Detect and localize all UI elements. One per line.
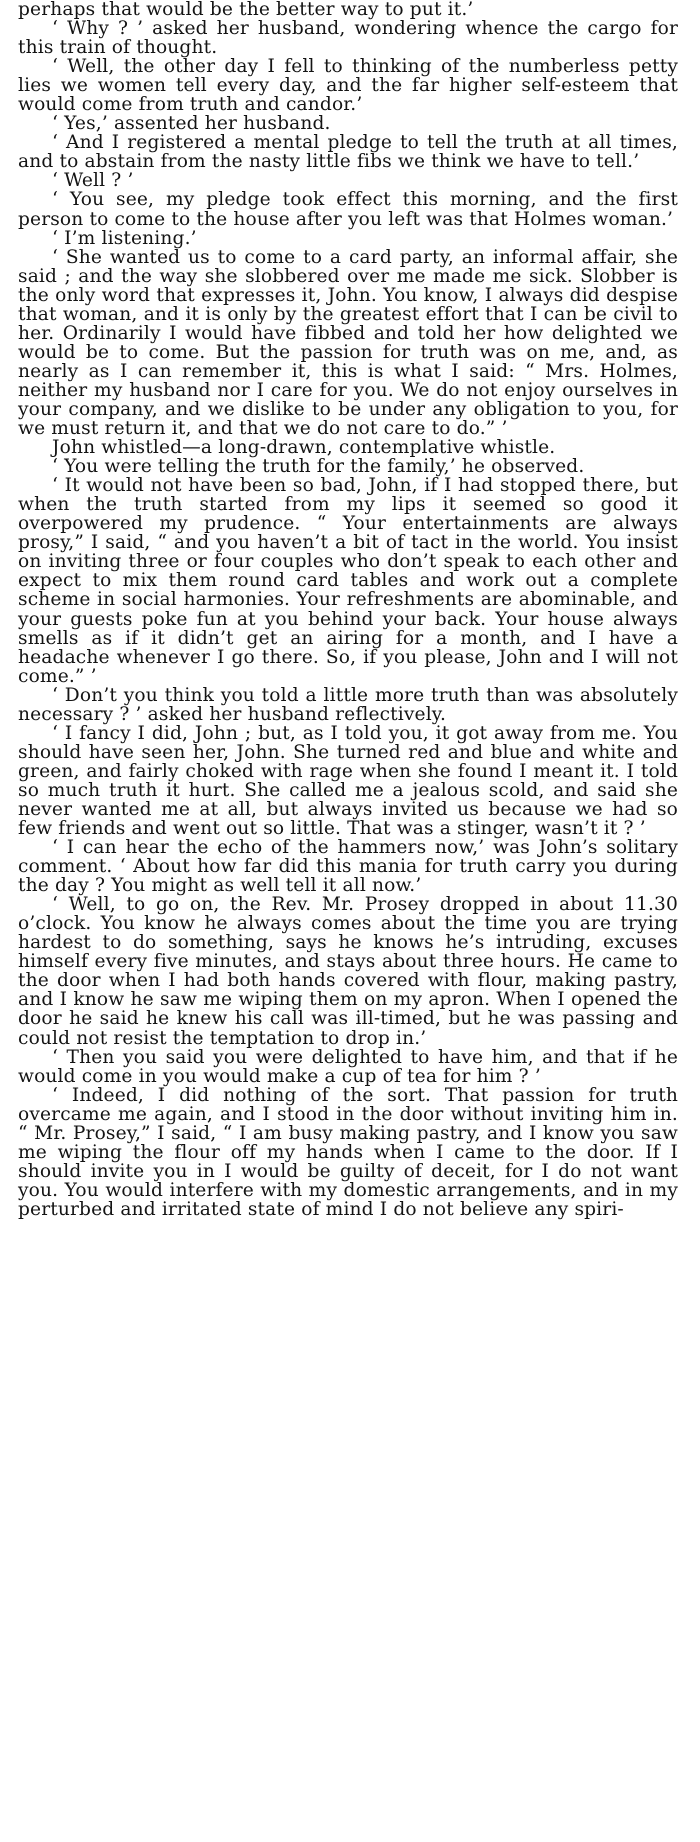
paragraph-assented: ‘ Yes,’ assented her husband. xyxy=(52,113,331,135)
paragraph-card-party: ‘ She wanted us to come to a card party, an informal affair, she said ; and the way she slobbered over me made me sick. Slobber is the only word that expresses it, John. You know, I always did despise that woman, and it is only by the greatest effort that I can be civil to her. Ordinarily I would have fibbed and told her how delighted we would be to come. But the passion for truth was on me, and, as nearly as I can remember it, this is what I said: “ Mrs. Holmes, neither my husband nor I care for you. We do not enjoy ourselves in your company, and we dislike to be under any obligation to you, for we must return it, and that we do not care to do.” ’ xyxy=(18,246,678,440)
paragraph-jealous-scold: ‘ I fancy I did, John ; but, as I told you, it got away from me. You should have seen her, John. She turned red and blue and white and green, and fairly choked with rage when she found I meant it. I told so much truth it hurt. She called me a jealous scold, and said she never wanted me at all, but always invited us because we had so few friends and went out so little. That was a stinger, wasn’t it ? ’ xyxy=(18,722,678,840)
paragraph-continuation: perhaps that would be the better way to put it.’ xyxy=(18,0,474,20)
article-column xyxy=(18,0,678,1219)
paragraph-listening: ‘ I’m listening.’ xyxy=(52,227,197,249)
paragraph-whistle: John whistled—a long-drawn, contemplative whistle. xyxy=(52,437,556,459)
paragraph-why: ‘ Why ? ’ asked her husband, wondering whence the cargo for this train of thought. xyxy=(18,18,678,59)
paragraph-petty-lies: ‘ Well, the other day I fell to thinking of the numberless petty lies we women tell every day, and the far higher self-esteem that would come from truth and candor.’ xyxy=(18,56,678,116)
paragraph-reflectively: ‘ Don’t you think you told a little more truth than was absolutely necessary ? ’ asked her husband reflectively. xyxy=(18,684,678,725)
paragraph-pledge: ‘ And I registered a mental pledge to tell the truth at all times, and to abstain from the nasty little fibs we think we have to tell.’ xyxy=(18,132,678,173)
paragraph-for-the-family: ‘ You were telling the truth for the family,’ he observed. xyxy=(52,456,585,478)
paragraph-making-pastry: ‘ Indeed, I did nothing of the sort. That passion for truth overcame me again, and I stood in the door without inviting him in. “ Mr. Prosey,” I said, “ I am busy making pastry, and I know you saw me wiping the flour off my hands when I came to the door. If I should invite you in I would be guilty of deceit, for I do not want you. You would interfere with my domestic arrangements, and in my perturbed and irritated state of mind I do not believe any spiri- xyxy=(18,1084,678,1220)
paragraph-well: ‘ Well ? ’ xyxy=(52,170,134,192)
paragraph-prosey-visit: ‘ Well, to go on, the Rev. Mr. Prosey dropped in about 11.30 o’clock. You know he always comes about the time you are trying hardest to do something, says he knows he’s intruding, excuses himself every five minutes, and stays about three hours. He came to the door when I had both hands covered with flour, making pastry, and I know he saw me wiping them on my apron. When I opened the door he said he knew his call was ill-timed, but he was passing and could not resist the temptation to drop in.’ xyxy=(18,894,678,1049)
paragraph-hammers: ‘ I can hear the echo of the hammers now,’ was John’s solitary comment. ‘ About how far did this mania for truth carry you during the day ? You might as well tell it all now.’ xyxy=(18,837,678,897)
paragraph-cup-of-tea: ‘ Then you said you were delighted to have him, and that if he would come in you would make a cup of tea for him ? ’ xyxy=(18,1046,678,1087)
paragraph-holmes-woman: ‘ You see, my pledge took effect this morning, and the first person to come to the house after you left was that Holmes woman.’ xyxy=(18,189,678,230)
paragraph-entertainments: ‘ It would not have been so bad, John, if I had stopped there, but when the truth started from my lips it seemed so good it overpowered my prudence. “ Your entertainments are always prosy,” I said, “ and you haven’t a bit of tact in the world. You insist on inviting three or four couples who don’t speak to each other and expect to mix them round card tables and work out a complete scheme in social harmonies. Your refreshments are abominable, and your guests poke fun at you behind your back. Your house always smells as if it didn’t get an airing for a month, and I have a headache whenever I go there. So, if you please, John and I will not come.” ’ xyxy=(18,475,678,687)
